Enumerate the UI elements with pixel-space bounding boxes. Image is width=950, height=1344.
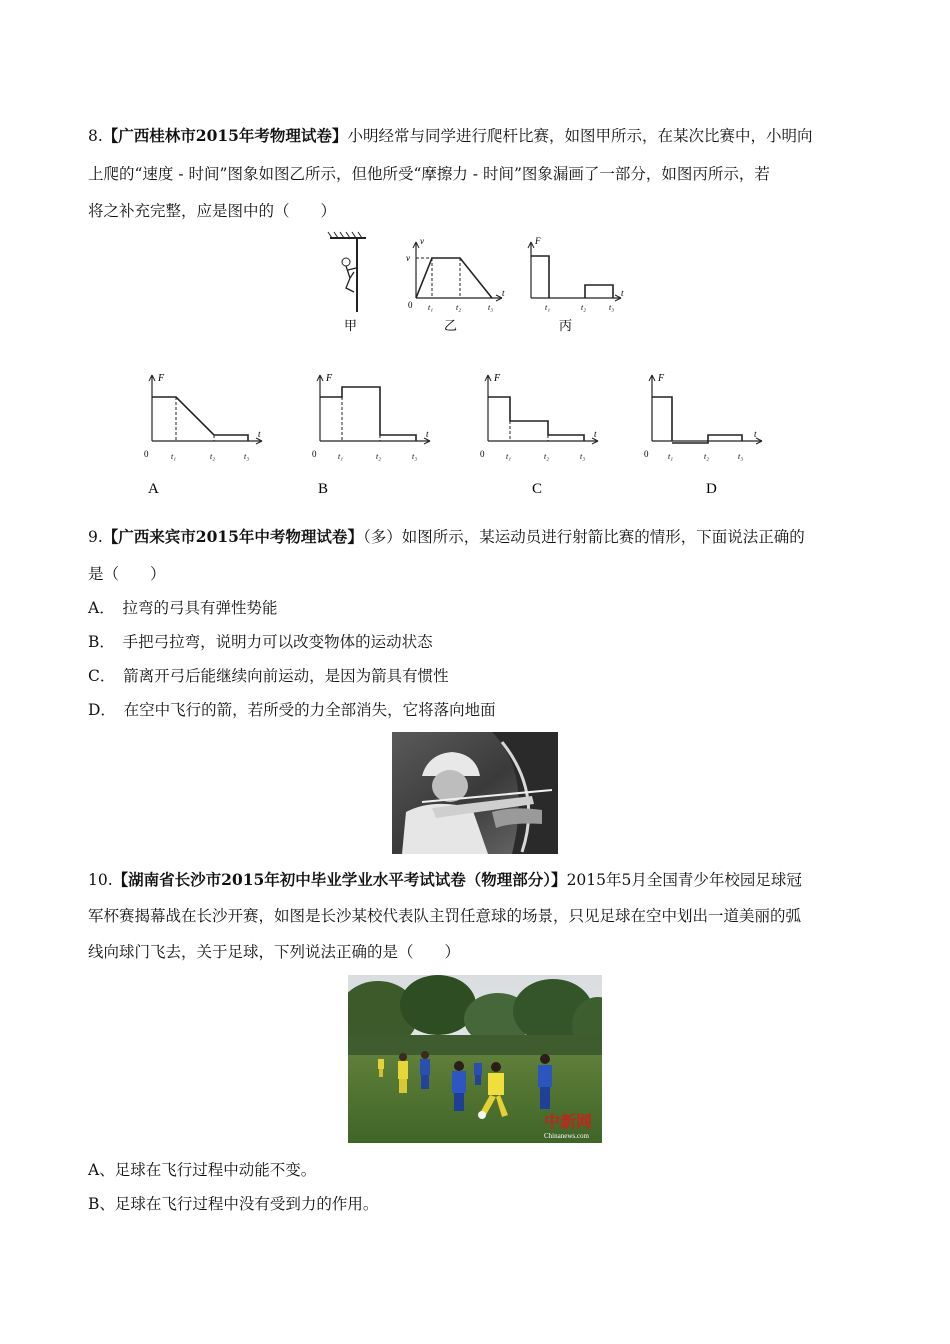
q8-line-3: 将之补充完整，应是图中的（ ）: [88, 202, 337, 220]
t2-a: t₂: [210, 452, 216, 461]
axis-t-d: t: [754, 429, 757, 439]
axis-F-b: F: [326, 373, 333, 384]
t3-yi: t₃: [488, 303, 494, 312]
t3-bing: t₃: [609, 303, 615, 312]
origin-c: 0: [480, 449, 485, 459]
axis-v: v: [420, 236, 424, 246]
t3-a: t₃: [244, 452, 250, 461]
q8-figure-top: [320, 228, 640, 338]
q10-number: 10.: [88, 871, 113, 889]
q9-choice-c: C． 箭离开弓后能继续向前运动，是因为箭具有惯性: [88, 667, 449, 685]
t1-b: t₁: [338, 452, 344, 461]
q8-source: 【广西桂林市2015年考物理试卷】: [102, 126, 348, 145]
t3-b: t₃: [412, 452, 418, 461]
climber-figure: [328, 232, 366, 333]
option-b-label: B: [318, 481, 329, 497]
q9-line-1: [88, 527, 805, 547]
label-yi: 乙: [444, 318, 458, 333]
q9-choice-b: B． 手把弓拉弯，说明力可以改变物体的运动状态: [88, 633, 433, 651]
axis-F-d: F: [658, 373, 665, 384]
option-c-label: C: [532, 481, 543, 497]
graph-bing: [528, 236, 624, 333]
t1-bing: t₁: [545, 303, 551, 312]
axis-F-a: F: [158, 373, 165, 384]
q10-line-3: 线向球门飞去，关于足球，下列说法正确的是（ ）: [88, 943, 461, 961]
football-photo: [348, 975, 602, 1143]
q9-line-2: 是（ ）: [88, 565, 166, 583]
q9-number: 9.: [88, 528, 103, 546]
q10-text-1: 2015年5月全国青少年校园足球冠: [566, 871, 802, 889]
option-a-label: A: [148, 481, 159, 497]
axis-v-tick: v: [406, 253, 410, 263]
q10-line-1: [88, 870, 802, 890]
q10-line-2: 军杯赛揭幕战在长沙开赛，如图是长沙某校代表队主罚任意球的场景，只见足球在空中划出一道美丽的弧: [88, 907, 802, 925]
t2-b: t₂: [376, 452, 382, 461]
option-a-graph: [144, 373, 262, 497]
q10-source: 【湖南省长沙市2015年初中毕业学业水平考试试卷（物理部分）】: [112, 870, 567, 889]
q8-line-1: [88, 126, 812, 146]
t2-yi: t₂: [456, 303, 462, 312]
axis-t-bing: t: [621, 288, 624, 298]
q9-source: 【广西来宾市2015年中考物理试卷】: [102, 527, 363, 546]
t1-d: t₁: [668, 452, 674, 461]
player-blue-4: [474, 1063, 482, 1085]
t3-c: t₃: [580, 452, 586, 461]
axis-F-bing: F: [535, 236, 541, 246]
t3-d: t₃: [738, 452, 744, 461]
q10-choice-b: B、足球在飞行过程中没有受到力的作用。: [88, 1195, 379, 1213]
option-d-graph: [644, 373, 762, 497]
option-c-graph: [480, 373, 598, 497]
axis-F-c: F: [494, 373, 501, 384]
t2-c: t₂: [544, 452, 550, 461]
q9-choice-d: D． 在空中飞行的箭，若所受的力全部消失，它将落向地面: [88, 701, 496, 719]
q8-line-2: 上爬的“速度 - 时间”图象如图乙所示，但他所受“摩擦力 - 时间”图象漏画了一部分，如图丙所示，若: [88, 165, 770, 183]
archery-photo: [392, 732, 558, 854]
watermark-sub: Chinanews.com: [544, 1132, 589, 1140]
option-b-graph: [312, 373, 430, 497]
t1-yi: t₁: [428, 303, 434, 312]
football-ball: [478, 1111, 486, 1119]
origin-d: 0: [644, 449, 649, 459]
t2-bing: t₂: [581, 303, 587, 312]
graph-yi: [406, 236, 505, 333]
q8-text-1: 小明经常与同学进行爬杆比赛，如图甲所示，在某次比赛中，小明向: [347, 127, 813, 145]
axis-t-b: t: [426, 429, 429, 439]
t1-a: t₁: [171, 452, 177, 461]
origin-a: 0: [144, 449, 149, 459]
axis-t-a: t: [258, 429, 261, 439]
axis-t-c: t: [594, 429, 597, 439]
watermark-logo: 中新网: [544, 1114, 593, 1131]
player-blue-1: [420, 1051, 430, 1089]
option-d-label: D: [706, 481, 717, 497]
origin-yi: 0: [408, 300, 413, 310]
t1-c: t₁: [506, 452, 512, 461]
axis-t-yi: t: [502, 288, 505, 298]
origin-b: 0: [312, 449, 317, 459]
q9-text-1: （多）如图所示，某运动员进行射箭比赛的情形，下面说法正确的: [362, 528, 805, 546]
label-bing: 丙: [559, 318, 573, 333]
label-jia: 甲: [344, 318, 358, 333]
q10-choice-a: A、足球在飞行过程中动能不变。: [88, 1161, 317, 1179]
q8-number: 8.: [88, 127, 103, 145]
t2-d: t₂: [704, 452, 710, 461]
q8-option-graphs: [140, 365, 780, 500]
q9-choice-a: A． 拉弯的弓具有弹性势能: [88, 599, 278, 617]
